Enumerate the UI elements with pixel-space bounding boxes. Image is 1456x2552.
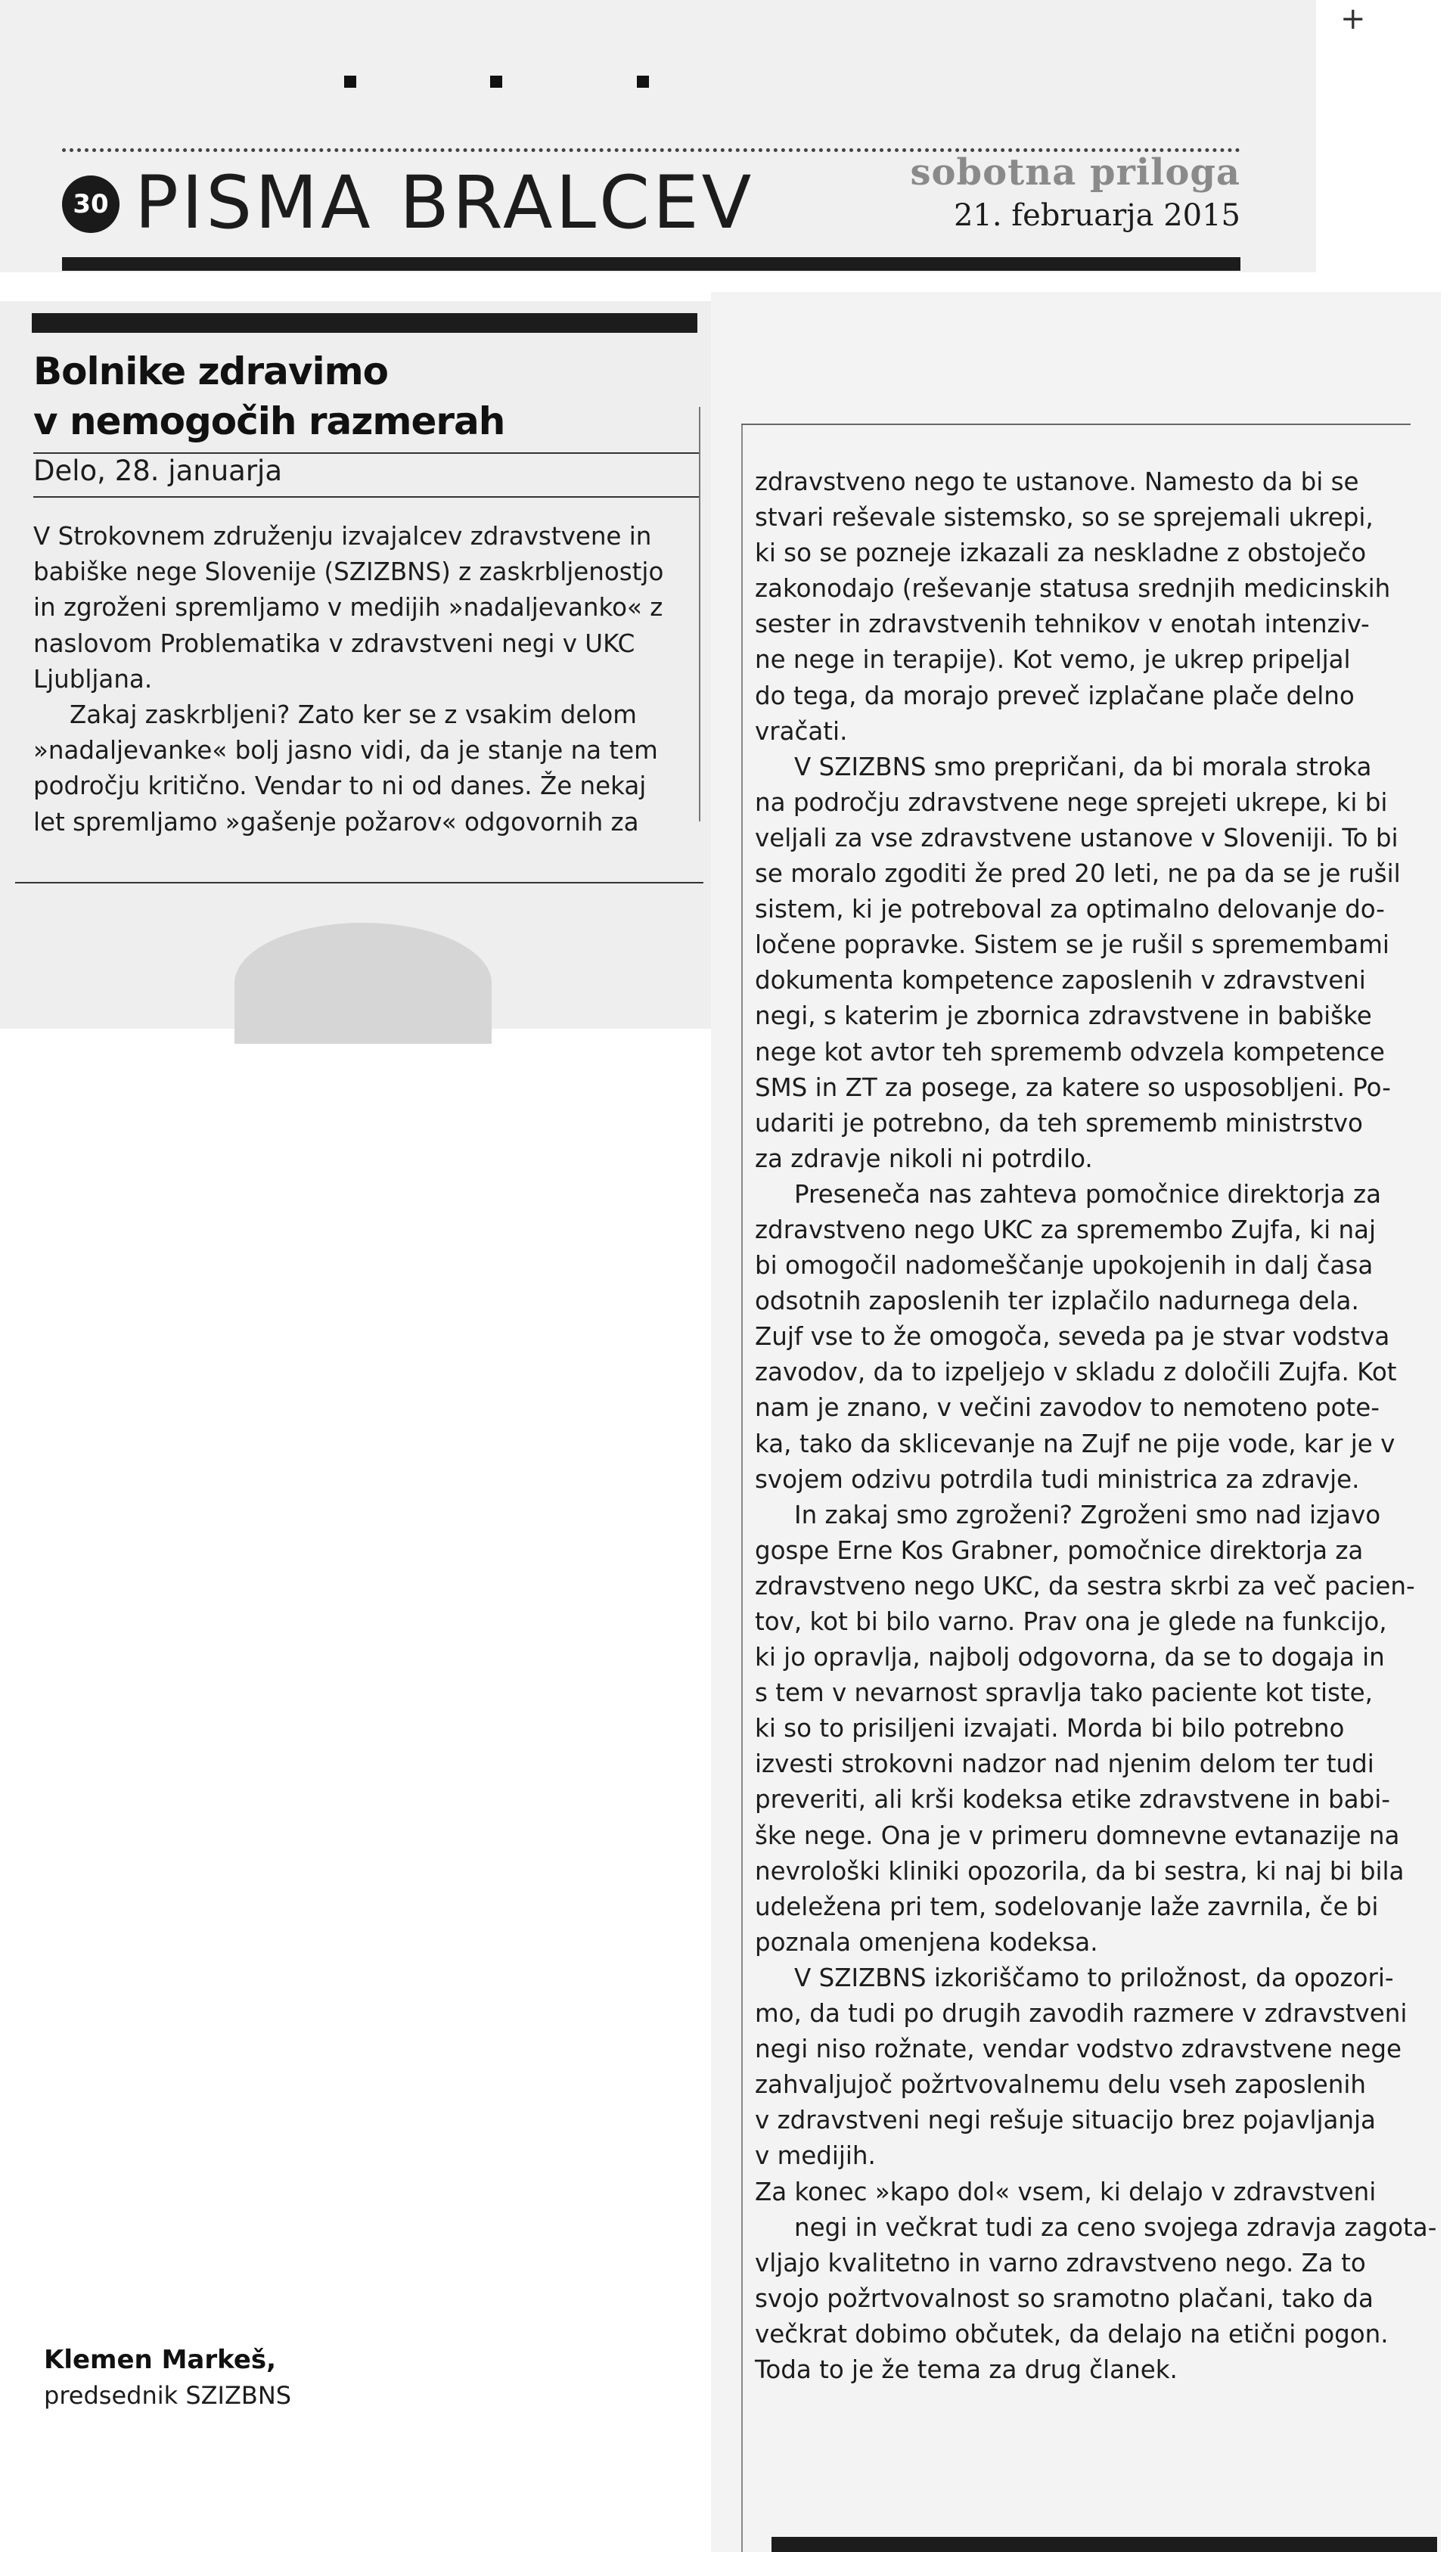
footer-bar <box>771 2537 1437 2552</box>
article-line: ka, tako da sklicevanje na Zujf ne pije vode, kar je v <box>755 1429 1395 1458</box>
article-body-right <box>755 464 1437 2388</box>
article-line: preveriti, ali krši kodeksa etike zdravstvene in babi- <box>755 1785 1390 1815</box>
article-line: tov, kot bi bilo varno. Prav ona je glede na funkcijo, <box>755 1607 1387 1636</box>
issue-date: 21. februarja 2015 <box>953 198 1240 233</box>
page-number-badge: 30 <box>62 175 120 233</box>
article-line: svojem odzivu potrdila tudi ministrica za zdravje. <box>755 1464 1360 1494</box>
article-line: sistem, ki je potreboval za optimalno delovanje do- <box>755 895 1385 924</box>
article-line: In zakaj smo zgroženi? Zgroženi smo nad izjavo <box>794 1500 1381 1529</box>
supplement-name: sobotna priloga <box>910 151 1240 194</box>
article-line: »nadaljevanke« bolj jasno vidi, da je stanje na tem <box>33 736 658 765</box>
article-line: stvari reševale sistemsko, so se sprejemali ukrepi, <box>755 503 1374 532</box>
divider <box>741 424 1411 425</box>
scan-shadow <box>234 923 492 1044</box>
article-line: vračati. <box>755 716 848 746</box>
article-line: SMS in ZT za posege, za katere so usposobljeni. Po- <box>755 1073 1391 1102</box>
article-line: v medijih. <box>755 2141 876 2171</box>
crop-mark-icon: + <box>1340 2 1366 36</box>
newspaper-header <box>0 0 1316 272</box>
article-line: zdravstveno nego UKC, da sestra skrbi za več pacien- <box>755 1571 1415 1600</box>
article-body-left <box>33 519 691 840</box>
article-line: mo, da tudi po drugih zavodih razmere v zdravstveni <box>755 1999 1408 2029</box>
article-line: do tega, da morajo preveč izplačane plače delno <box>755 681 1355 710</box>
article-line: negi in večkrat tudi za ceno svojega zdravja zagota- <box>794 2212 1437 2242</box>
article-line: poznala omenjena kodeksa. <box>755 1927 1098 1957</box>
article-line: področju kritično. Vendar to ni od danes. Že nekaj <box>33 771 647 801</box>
article-headline <box>33 346 699 446</box>
article-line: udeležena pri tem, sodelovanje laže zavrnila, če bi <box>755 1892 1379 1921</box>
article-line: ki jo opravlja, najbolj odgovorna, da se to dogaja in <box>755 1643 1385 1672</box>
article-line: Preseneča nas zahteva pomočnice direktorja za <box>794 1179 1381 1209</box>
article-line: večkrat dobimo občutek, da delajo na etični pogon. <box>755 2319 1389 2349</box>
article-line: negi, s katerim je zbornica zdravstvene in babiške <box>755 1001 1372 1031</box>
article-line: Toda to je že tema za drug članek. <box>755 2355 1178 2384</box>
divider <box>33 452 699 454</box>
article-line: ločene popravke. Sistem se je rušil s spremembami <box>755 930 1389 960</box>
article-line: zavodov, da to izpeljejo v skladu z določili Zujfa. Kot <box>755 1358 1397 1387</box>
signature-name: Klemen Markeš, <box>44 2345 277 2375</box>
article-line: zahvaljujoč požrtvovalnemu delu vseh zaposlenih <box>755 2070 1366 2100</box>
article-line: izvesti strokovni nadzor nad njenim delom ter tudi <box>755 1749 1374 1779</box>
article-line: veljali za vse zdravstvene ustanove v Sloveniji. To bi <box>755 823 1399 852</box>
article-line: zdravstveno nego UKC za spremembo Zujfa, ki naj <box>755 1215 1377 1244</box>
article-line: negi niso rožnate, vendar vodstvo zdravstvene nege <box>755 2035 1402 2064</box>
divider <box>33 496 699 498</box>
article-line: naslovom Problematika v zdravstveni negi v UKC <box>33 629 635 658</box>
article-line: zdravstveno nego te ustanove. Namesto da bi se <box>755 467 1359 496</box>
article-line: V SZIZBNS smo prepričani, da bi morala stroka <box>794 752 1372 781</box>
article-line: Za konec »kapo dol« vsem, ki delajo v zdravstveni <box>755 2177 1377 2206</box>
headline-bar <box>32 313 697 333</box>
source-reference: Delo, 28. januarja <box>33 455 282 487</box>
article-line: sester in zdravstvenih tehnikov v enotah intenziv- <box>755 610 1370 639</box>
article-line: nege kot avtor teh sprememb odvzela kompetence <box>755 1037 1385 1066</box>
article-line: Zakaj zaskrbljeni? Zato ker se z vsakim delom <box>70 700 637 730</box>
article-line: ške nege. Ona je v primeru domnevne evtanazije na <box>755 1821 1400 1850</box>
section-title: PISMA BRALCEV <box>135 160 755 245</box>
article-clipping-right <box>711 292 1441 2552</box>
article-line: ki so se pozneje izkazali za neskladne z obstoječo <box>755 539 1367 568</box>
article-line: V Strokovnem združenju izvajalcev zdravstvene in <box>33 522 652 551</box>
signature-role: predsednik SZIZBNS <box>44 2381 292 2410</box>
article-line: ki so to prisiljeni izvajati. Morda bi bilo potrebno <box>755 1714 1345 1743</box>
article-line: zakonodajo (reševanje statusa srednjih medicinskih <box>755 574 1391 604</box>
article-line: Ljubljana. <box>33 664 153 694</box>
article-line: dokumenta kompetence zaposlenih v zdravstveni <box>755 966 1366 995</box>
article-line: nevrološki kliniki opozorila, da bi sestra, ki naj bi bila <box>755 1856 1405 1886</box>
article-line: s tem v nevarnost spravlja tako paciente kot tiste, <box>755 1678 1373 1708</box>
article-line: za zdravje nikoli ni potrdilo. <box>755 1144 1093 1173</box>
article-line: gospe Erne Kos Grabner, pomočnice direktorja za <box>755 1535 1364 1565</box>
article-line: ne nege in terapije). Kot vemo, je ukrep pripeljal <box>755 645 1351 675</box>
header-divider <box>62 257 1240 271</box>
headline-line: v nemogočih razmerah <box>33 399 505 443</box>
article-clipping-left <box>0 301 715 1029</box>
divider <box>15 882 703 883</box>
article-line: Zujf vse to že omogoča, seveda pa je stvar vodstva <box>755 1322 1390 1352</box>
article-line: svojo požrtvovalnost so sramotno plačani, tako da <box>755 2283 1374 2313</box>
article-line: v zdravstveni negi rešuje situacijo brez pojavljanja <box>755 2106 1376 2135</box>
article-line: se moralo zgoditi že pred 20 leti, ne pa da se je rušil <box>755 859 1401 889</box>
article-line: let spremljamo »gašenje požarov« odgovornih za <box>33 807 639 837</box>
article-line: V SZIZBNS izkoriščamo to priložnost, da opozori- <box>794 1963 1394 1992</box>
article-line: vljajo kvalitetno in varno zdravstveno nego. Za to <box>755 2248 1366 2277</box>
article-line: udariti je potrebno, da teh sprememb ministrstvo <box>755 1108 1363 1138</box>
article-line: bi omogočil nadomeščanje upokojenih in dalj časa <box>755 1251 1374 1281</box>
article-line: nam je znano, v večini zavodov to nemoteno pote- <box>755 1393 1380 1423</box>
headline-line: Bolnike zdravimo <box>33 349 389 393</box>
article-line: babiške nege Slovenije (SZIZBNS) z zaskrbljenostjo <box>33 557 664 587</box>
article-line: na področju zdravstvene nege sprejeti ukrepe, ki bi <box>755 787 1388 817</box>
article-line: in zgroženi spremljamo v medijih »nadaljevanko« z <box>33 593 663 622</box>
column-rule <box>699 407 700 821</box>
article-line: odsotnih zaposlenih ter izplačilo nadurnega dela. <box>755 1287 1359 1316</box>
column-rule <box>741 425 743 2552</box>
